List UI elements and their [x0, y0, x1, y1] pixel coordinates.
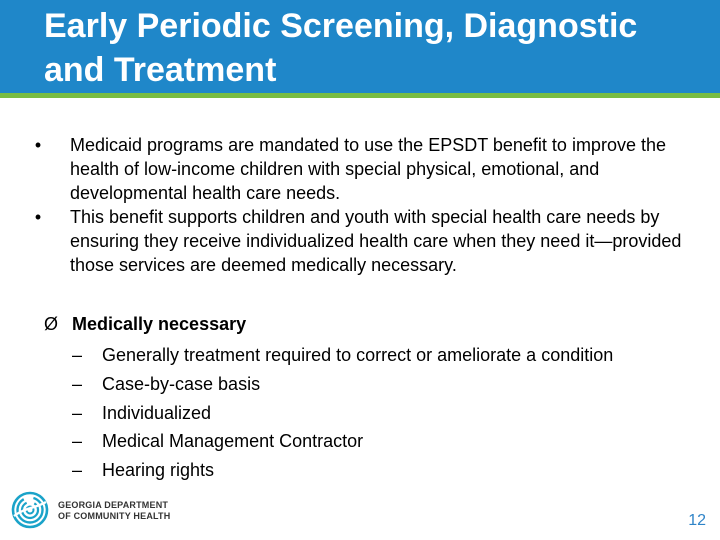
section-heading-text: Medically necessary	[72, 314, 247, 334]
dash-bullet-icon: –	[72, 460, 83, 481]
sub-item-text: Hearing rights	[102, 460, 215, 481]
sub-list	[44, 341, 704, 485]
section-heading	[44, 312, 704, 336]
title-divider	[0, 93, 720, 98]
sub-item	[44, 370, 704, 399]
dash-bullet-icon: –	[72, 402, 83, 423]
medically-necessary-section	[44, 312, 704, 485]
sub-item-text: Generally treatment required to correct or ameliorate a condition	[102, 345, 614, 365]
logo-wordmark	[58, 500, 170, 522]
sub-item-text: Individualized	[102, 402, 212, 423]
slide-title: Early Periodic Screening, Diagnostic and Treatment	[44, 7, 638, 89]
bullet-dot-icon: •	[34, 207, 42, 227]
bullet-text: Medicaid programs are mandated to use the EPSDT benefit to improve the health of low-income children with special physical, emotional, and developmental health care needs.	[70, 135, 666, 203]
title-bar	[0, 0, 720, 93]
bullet-dot-icon: •	[34, 135, 42, 155]
logo-line-2: OF COMMUNITY HEALTH	[58, 511, 171, 521]
dash-bullet-icon: –	[72, 345, 83, 365]
arrow-bullet-icon: Ø	[44, 314, 59, 334]
dash-bullet-icon: –	[72, 373, 83, 394]
bullet-item	[28, 133, 708, 205]
page-number: 12	[688, 512, 706, 529]
sub-item	[44, 456, 704, 485]
sub-item	[44, 399, 704, 428]
bullet-text: This benefit supports children and youth with special health care needs by ensuring they receive individualized health care when they need it—provided those services are deemed medically necessary.	[70, 207, 682, 275]
sub-item-text: Case-by-case basis	[102, 373, 261, 394]
dash-bullet-icon: –	[72, 431, 83, 452]
sub-item-text: Medical Management Contractor	[102, 431, 364, 452]
sub-item	[44, 341, 704, 370]
dch-swirl-logo-icon	[10, 490, 50, 530]
sub-item	[44, 427, 704, 456]
dch-logo	[10, 488, 180, 532]
logo-line-1: GEORGIA DEPARTMENT	[58, 500, 169, 510]
bullet-item	[28, 205, 708, 277]
bullet-list	[28, 133, 708, 277]
